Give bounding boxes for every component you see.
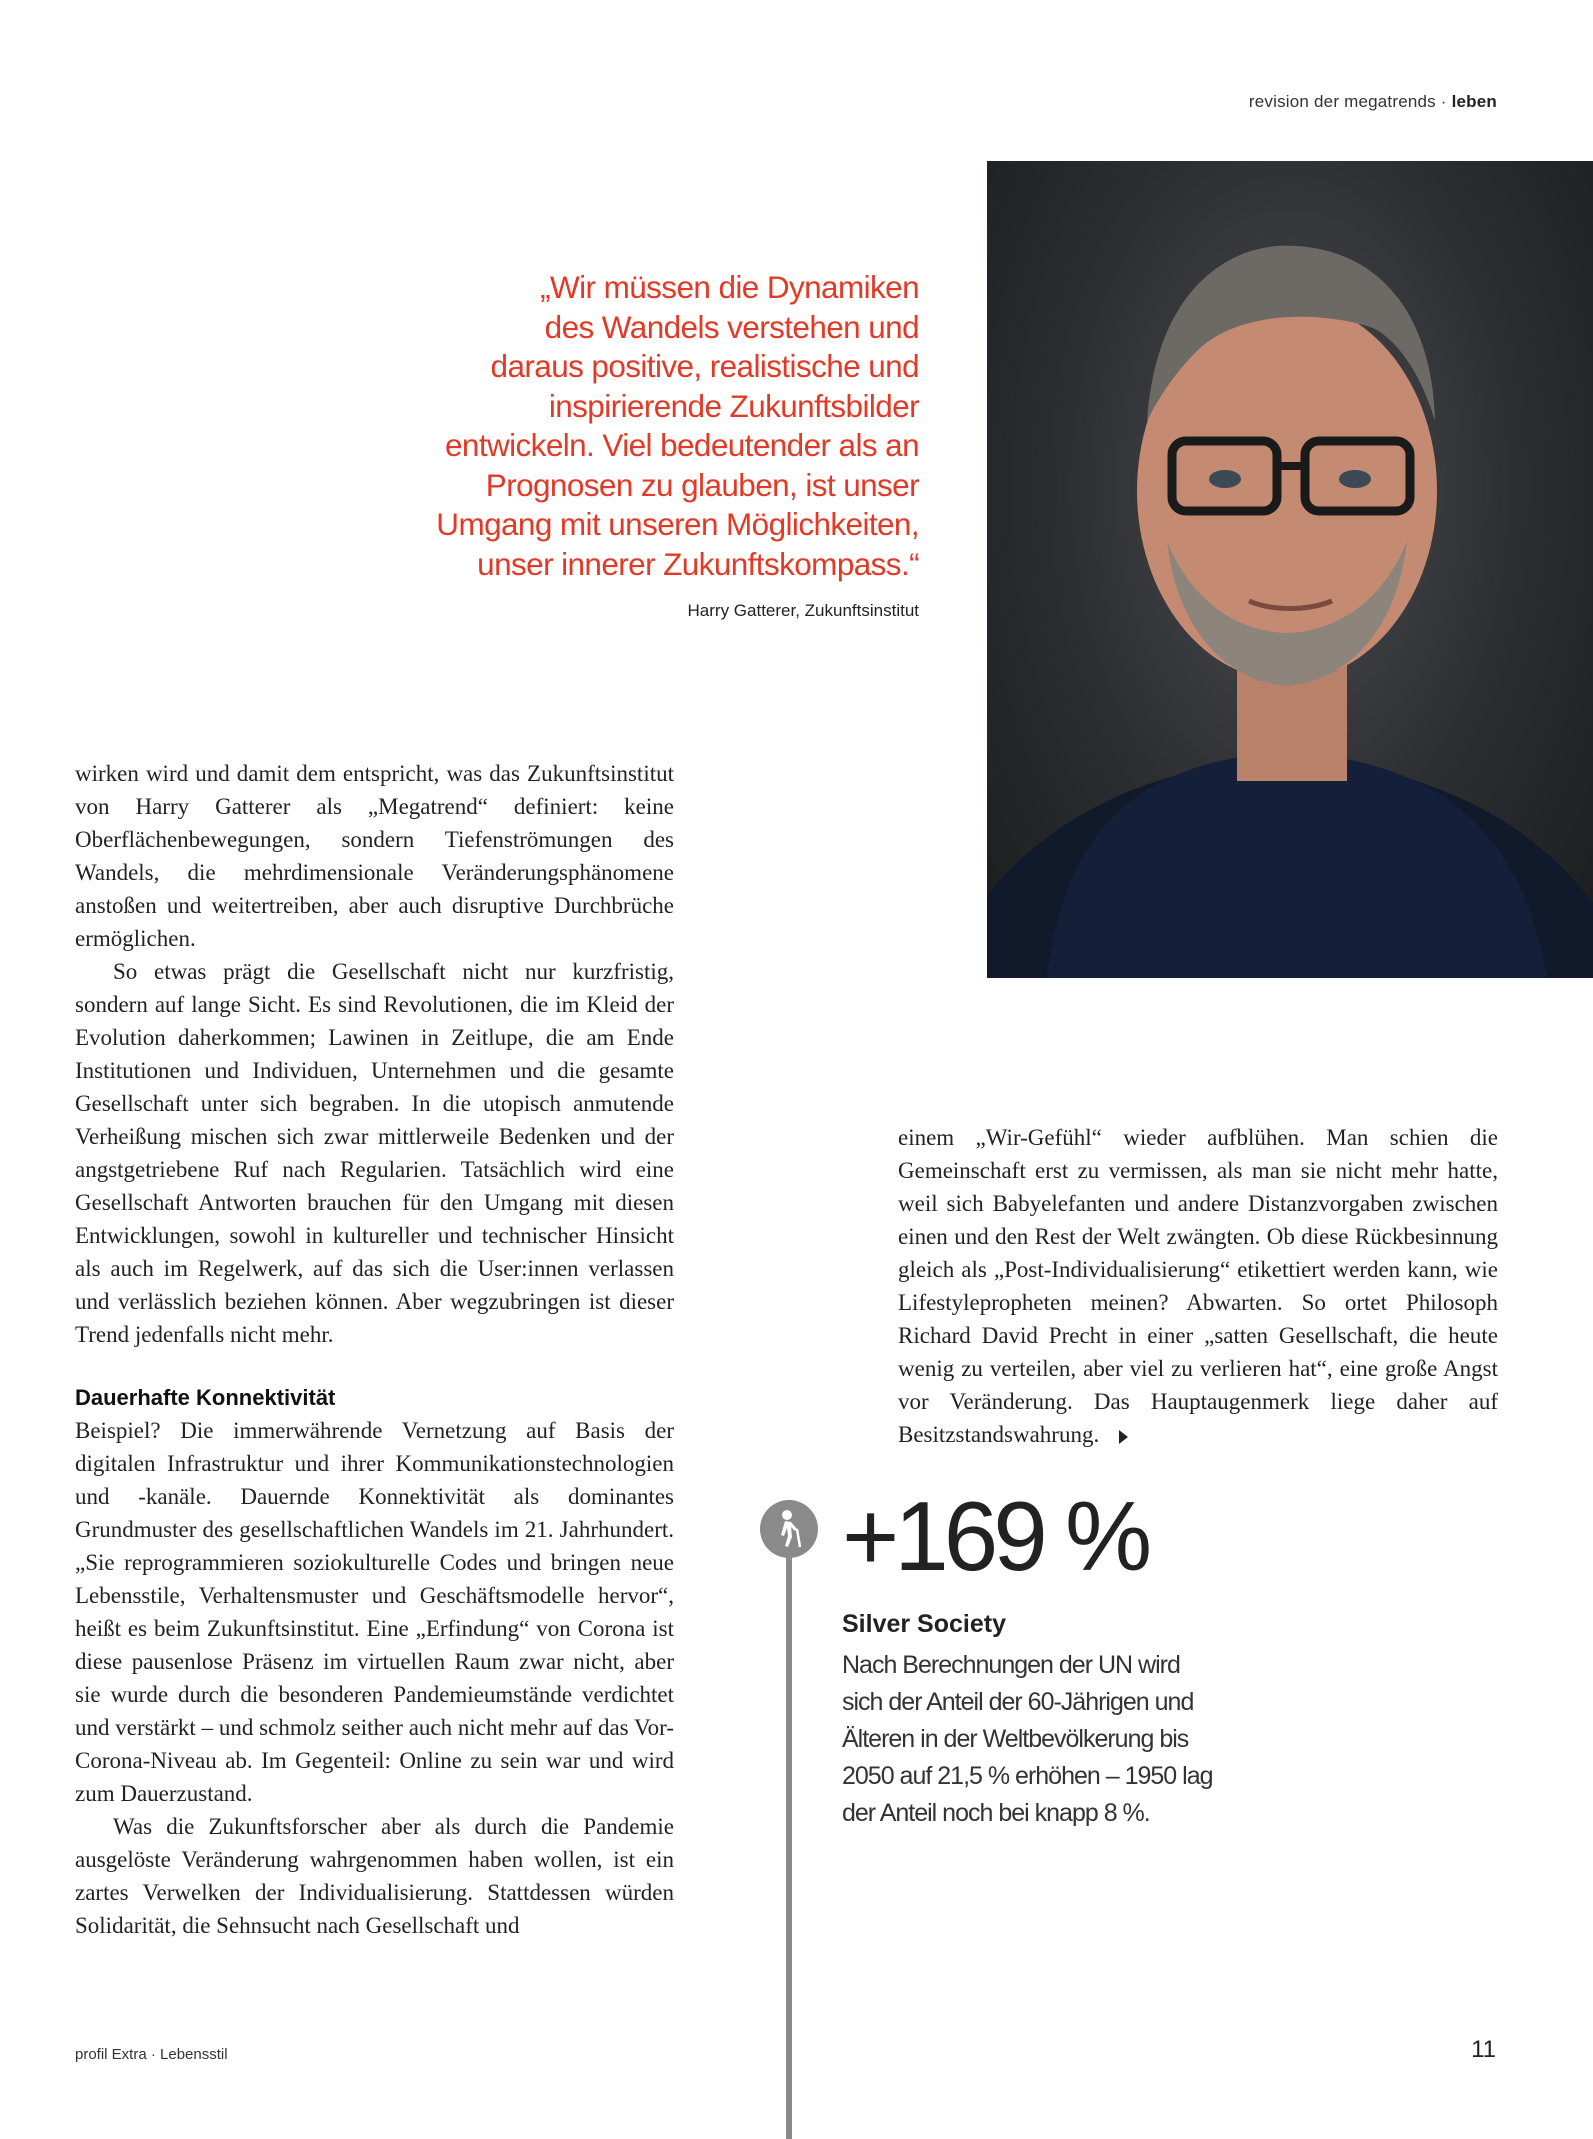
article-paragraph: So etwas prägt die Gesellschaft nicht nur kurzfristig, sondern auf lange Sicht. Es sind Revolutionen, die im Kleid der Evolution daherkommen; Lawinen in Zeitlupe, die am Ende Institutionen und Individuen, Unternehmen und die gesamte Gesellschaft unter sich begraben. In die utopisch anmutende Verheißung mischen sich zwar mittlerweile Bedenken und der angstgetriebene Ruf nach Regularien. Tatsächlich wird eine Gesellschaft Antworten brauchen für den Umgang mit diesen Entwicklungen, sowohl in kultureller und technischer Hinsicht als auch im Regelwerk, auf das sich die User:innen verlassen und verlässlich beziehen können. Aber wegzubringen ist dieser Trend jedenfalls nicht mehr. [75,959,674,1347]
stat-description-line: Nach Berechnungen der UN wird [842,1651,1180,1679]
pull-quote-line: daraus positive, realistische und [490,348,919,384]
footer-publication: profil Extra · Lebensstil [75,2046,228,2063]
article-column-right [898,1121,1498,1451]
stat-description-line: der Anteil noch bei knapp 8 %. [842,1799,1150,1827]
running-head-section: leben [1451,92,1497,111]
article-paragraph: Was die Zukunftsforscher aber als durch die Pandemie ausgelöste Veränderung wahrgenommen haben wollen, ist ein zartes Verwelken der Individualisierung. Stattdessen würden Solidarität, die Sehnsucht nach Gesellschaft und [75,1814,674,1938]
running-head [1249,92,1497,112]
continue-arrow-icon [1119,1430,1128,1444]
running-head-separator: · [1435,92,1452,111]
pull-quote-line: des Wandels verstehen und [544,308,919,345]
running-head-series: revision der megatrends [1248,92,1436,111]
stat-description-line: 2050 auf 21,5 % erhöhen – 1950 lag [842,1762,1213,1790]
pull-quote-line: inspirierende Zukunftsbilder [548,387,919,424]
article-paragraph: wirken wird und damit dem entspricht, was das Zukunftsinstitut von Harry Gatterer als „Megatrend“ definiert: keine Oberflächenbewegungen, sondern Tiefenströmungen des Wandels, die mehrdimensionale Veränderungsphänomene anstoßen und weitertreiben, aber auch disruptive Durchbrüche ermöglichen. [75,761,674,951]
quote-attribution: Harry Gatterer, Zukunftsinstitut [687,601,919,620]
stat-description-line: sich der Anteil der 60-Jährigen und [842,1688,1194,1716]
elderly-person-glyph [760,1500,818,1558]
pull-quote [359,268,919,584]
portrait-illustration [987,161,1593,978]
stat-value: +169 % [842,1481,1148,1591]
stat-description [842,1647,1262,1832]
pull-quote-line: Prognosen zu glauben, ist unser [485,466,919,503]
portrait-photo [987,161,1593,978]
article-paragraph [898,1121,1498,1451]
article-paragraph: Beispiel? Die immerwährende Vernetzung auf Basis der digitalen Infrastruktur und ihrer Kommunikationstechnologien und -kanäle. Dauernde Konnektivität als dominantes Grundmuster des gesellschaftlichen Wandels im 21. Jahrhundert. „Sie reprogrammieren soziokulturelle Codes und bringen neue Lebensstile, Verhaltensmuster und Geschäftsmodelle hervor“, heißt es beim Zukunftsinstitut. Eine „Erfindung“ von Corona ist diese pausenlose Präsenz im virtuellen Raum zwar nicht, aber sie wurde durch die besonderen Pandemieumstände verdichtet und verstärkt – und schmolz seither auch nicht mehr auf das Vor-Corona-Niveau ab. Im Gegenteil: Online zu sein war und wird zum Dauerzustand. [75,1418,674,1806]
article-paragraph-text: einem „Wir-Gefühl“ wieder aufblühen. Man schien die Gemeinschaft erst zu vermissen, als man sie nicht mehr hatte, weil sich Babyelefanten und andere Distanzvorgaben zwischen einen und den Rest der Welt zwängten. Ob diese Rückbesinnung gleich als „Post-Individualisierung“ etikettiert werden kann, wie Lifestylepropheten meinen? Abwarten. So ortet Philosoph Richard David Precht in einer „satten Gesellschaft, die heute wenig zu verteilen, aber viel zu verlieren hat“, eine große Angst vor Veränderung. Das Hauptaugenmerk liege daher auf Besitzstandswahrung. [898,1125,1498,1447]
stat-description-line: Älteren in der Weltbevölkerung bis [842,1725,1189,1753]
article-column-left [75,757,674,1942]
page-number: 11 [1471,2036,1496,2063]
stat-timeline-bar [786,1500,792,2139]
pull-quote-line: Umgang mit unseren Möglichkeiten, [436,506,919,542]
section-subheading: Dauerhafte Konnektivität [75,1385,336,1410]
pull-quote-line: unser innerer Zukunftskompass.“ [477,545,919,582]
pull-quote-line: entwickeln. Viel bedeutender als an [444,427,919,463]
elderly-person-icon [760,1500,818,1558]
pull-quote-line: „Wir müssen die Dynamiken [540,269,919,305]
stat-title: Silver Society [842,1610,1006,1638]
